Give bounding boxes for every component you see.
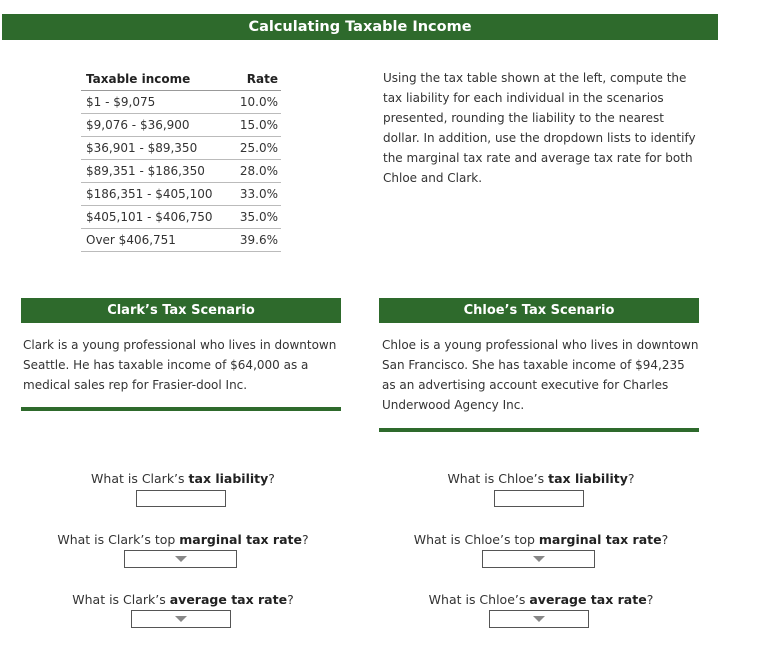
chloe-scenario-text: Chloe is a young professional who lives in downtown San Francisco. She has taxable income of $94,235 as an advertising account executive for Charles Underwood Agency Inc. [382, 338, 699, 412]
chevron-down-icon [175, 556, 187, 562]
instructions-text: Using the tax table shown at the left, compute the tax liability for each individual in the scenarios presented, rounding the liability to the nearest dollar. In addition, use the dropdown lists to identify the marginal tax rate and average tax rate for both Chloe and Clark. [383, 71, 696, 185]
table-row [81, 137, 281, 160]
chevron-down-icon [533, 556, 545, 562]
clark-scenario-header: Clark’s Tax Scenario [21, 298, 341, 323]
income-bracket: $9,076 - $36,900 [81, 114, 230, 137]
income-bracket: $36,901 - $89,350 [81, 137, 230, 160]
tax-rate-table [81, 68, 281, 252]
tax-rate: 35.0% [230, 206, 281, 229]
clark-marginal-rate-dropdown[interactable] [124, 550, 237, 568]
chloe-marginal-rate-dropdown[interactable] [482, 550, 595, 568]
tax-rate: 10.0% [230, 91, 281, 114]
table-row [81, 206, 281, 229]
chloe-scenario-header: Chloe’s Tax Scenario [379, 298, 699, 323]
chloe-average-rate-dropdown[interactable] [489, 610, 589, 628]
clark-marginal-question: What is Clark’s top marginal tax rate? [57, 532, 309, 547]
clark-average-rate-dropdown[interactable] [131, 610, 231, 628]
rate-column-header: Rate [230, 68, 281, 91]
table-row [81, 114, 281, 137]
chloe-average-question: What is Chloe’s average tax rate? [428, 592, 654, 607]
income-bracket: Over $406,751 [81, 229, 230, 252]
chloe-marginal-question: What is Chloe’s top marginal tax rate? [413, 532, 669, 547]
clark-liability-question: What is Clark’s tax liability? [91, 471, 275, 486]
clark-divider [21, 407, 341, 411]
table-row [81, 229, 281, 252]
table-row [81, 160, 281, 183]
income-bracket: $1 - $9,075 [81, 91, 230, 114]
income-bracket: $89,351 - $186,350 [81, 160, 230, 183]
income-bracket: $405,101 - $406,750 [81, 206, 230, 229]
clark-tax-liability-input[interactable] [136, 490, 226, 507]
tax-rate: 28.0% [230, 160, 281, 183]
table-header-row [81, 68, 281, 91]
tax-rate: 33.0% [230, 183, 281, 206]
table-row [81, 183, 281, 206]
chloe-tax-liability-input[interactable] [494, 490, 584, 507]
clark-scenario-text: Clark is a young professional who lives in downtown Seattle. He has taxable income of $64,000 as a medical sales rep for Frasier-dool Inc. [23, 338, 337, 392]
page-title-banner: Calculating Taxable Income [2, 14, 718, 40]
tax-rate: 25.0% [230, 137, 281, 160]
clark-average-question: What is Clark’s average tax rate? [72, 592, 294, 607]
tax-rate: 15.0% [230, 114, 281, 137]
table-row [81, 91, 281, 114]
income-column-header: Taxable income [81, 68, 230, 91]
chevron-down-icon [175, 616, 187, 622]
tax-rate: 39.6% [230, 229, 281, 252]
chevron-down-icon [533, 616, 545, 622]
chloe-divider [379, 428, 699, 432]
income-bracket: $186,351 - $405,100 [81, 183, 230, 206]
chloe-liability-question: What is Chloe’s tax liability? [447, 471, 635, 486]
